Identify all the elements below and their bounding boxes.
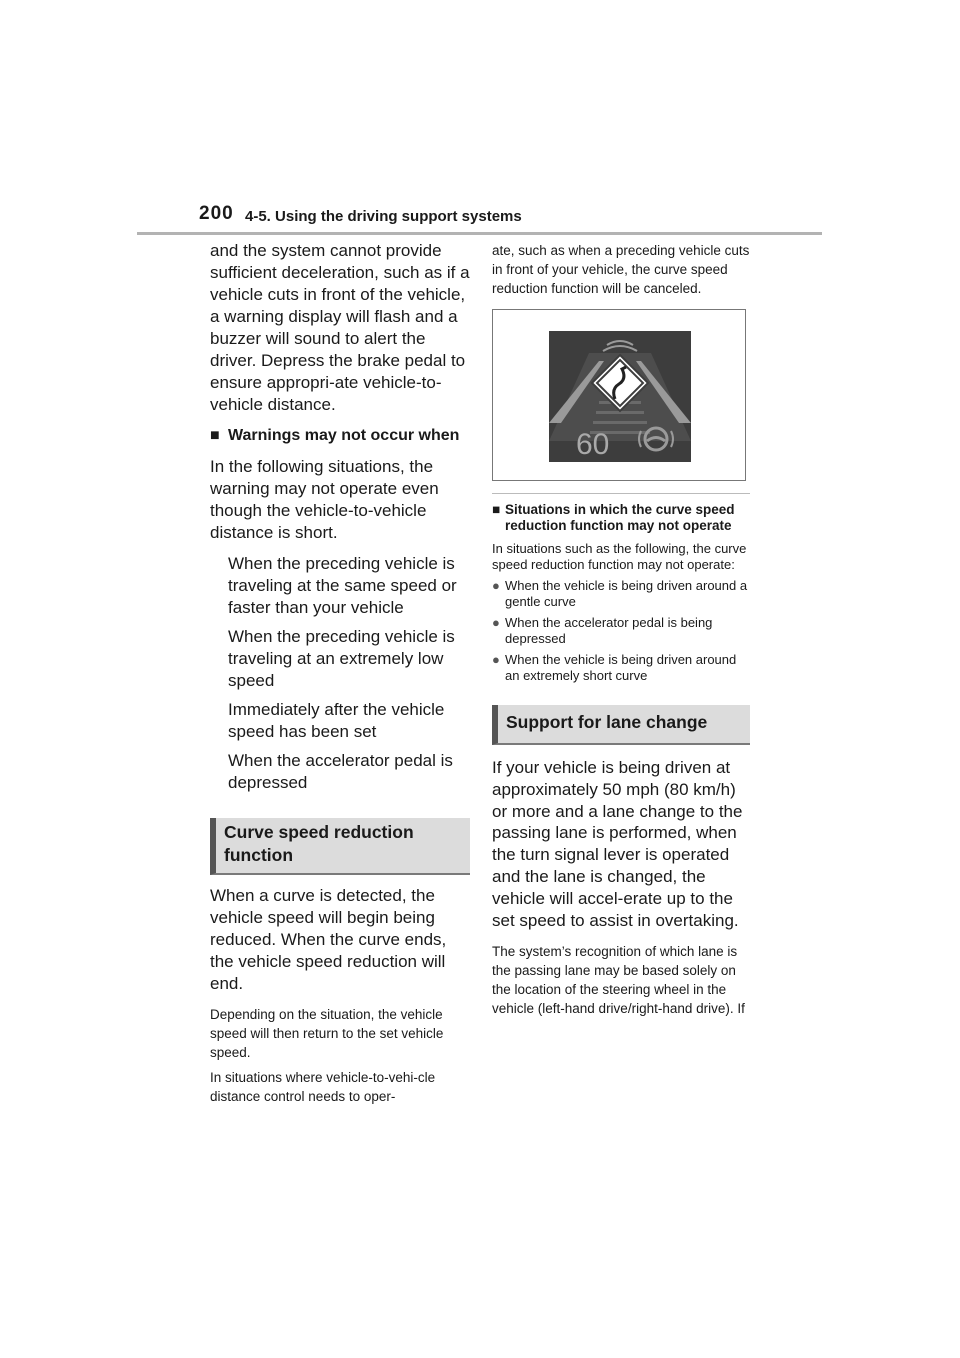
situations-heading [492, 502, 750, 533]
curve-speed-heading: Curve speed reduction function [210, 818, 470, 875]
square-bullet-icon: ■ [492, 502, 501, 517]
list-item [210, 553, 470, 619]
curve-speed-note: In situations where vehicle-to-vehi-cle distance control needs to oper- [210, 1070, 436, 1104]
list-item-text: When the vehicle is being driven around an extremely short curve [505, 652, 737, 683]
warnings-heading-text: Warnings may not occur when [228, 427, 460, 444]
list-item [210, 626, 470, 692]
curve-speed-paragraph: When a curve is detected, the vehicle speed will begin being reduced. When the curve ends, the vehicle speed reduction will end. [210, 886, 447, 993]
lane-change-note: The system’s recognition of which lane is the passing lane may be based solely on the location of the steering wheel in the vehicle (left-hand drive/right-hand drive). If [492, 944, 745, 1017]
list-item-text: When the preceding vehicle is traveling at the same speed or faster than your vehicle [228, 554, 457, 617]
left-column [210, 240, 470, 1112]
lane-change-paragraph: If your vehicle is being driven at approximately 50 mph (80 km/h) or more and a lane change to the passing lane is performed, when the turn signal lever is operated and the lane is changed, the vehicle will accel-erate up to the set speed to assist in overtaking. [492, 758, 743, 930]
continued-paragraph: ate, such as when a preceding vehicle cuts in front of your vehicle, the curve speed reduction function will be canceled. [492, 243, 750, 296]
list-item-text: When the accelerator pedal is depressed [228, 751, 453, 792]
meter-display [549, 331, 691, 462]
intro-paragraph: and the system cannot provide sufficient deceleration, such as if a vehicle cuts in front of the vehicle, a warning display will flash and a buzzer will sound to alert the driver. Depress the brake pedal to ensure appropri-ate vehicle-to-vehicle distance. [210, 241, 470, 414]
list-item [210, 750, 470, 794]
header-divider [137, 232, 822, 235]
road-curve-icon [549, 331, 691, 462]
bullet-icon [210, 699, 228, 743]
bullet-icon: ● [492, 578, 500, 593]
curve-speed-note: Depending on the situation, the vehicle speed will then return to the set vehicle speed. [210, 1007, 444, 1060]
list-item [210, 699, 470, 743]
bullet-icon [210, 553, 228, 619]
list-item-text: When the vehicle is being driven around a gentle curve [505, 578, 748, 609]
list-item-text: When the accelerator pedal is being depressed [505, 615, 713, 646]
warnings-heading [210, 425, 470, 447]
square-bullet-icon: ■ [210, 427, 220, 444]
bullet-icon [210, 626, 228, 692]
list-item [492, 615, 750, 646]
list-item [492, 652, 750, 683]
list-item-text: When the preceding vehicle is traveling at an extremely low speed [228, 627, 455, 690]
speed-readout: 60 [576, 428, 610, 461]
right-column [492, 241, 750, 1024]
page-number: 200 [199, 203, 234, 224]
situations-intro: In situations such as the following, the curve speed reduction function may not operate: [492, 541, 747, 572]
bullet-icon: ● [492, 615, 500, 630]
warnings-intro: In the following situations, the warning may not operate even though the vehicle-to-vehicle distance is short. [210, 457, 439, 542]
divider [492, 493, 750, 494]
bullet-icon: ● [492, 652, 500, 667]
bullet-icon [210, 750, 228, 794]
list-item [492, 578, 750, 609]
situations-heading-text: Situations in which the curve speed reduction function may not operate [505, 502, 735, 533]
curve-speed-figure [492, 309, 746, 481]
lane-change-heading: Support for lane change [492, 705, 750, 745]
section-title: 4-5. Using the driving support systems [245, 208, 522, 225]
list-item-text: Immediately after the vehicle speed has been set [228, 700, 445, 741]
